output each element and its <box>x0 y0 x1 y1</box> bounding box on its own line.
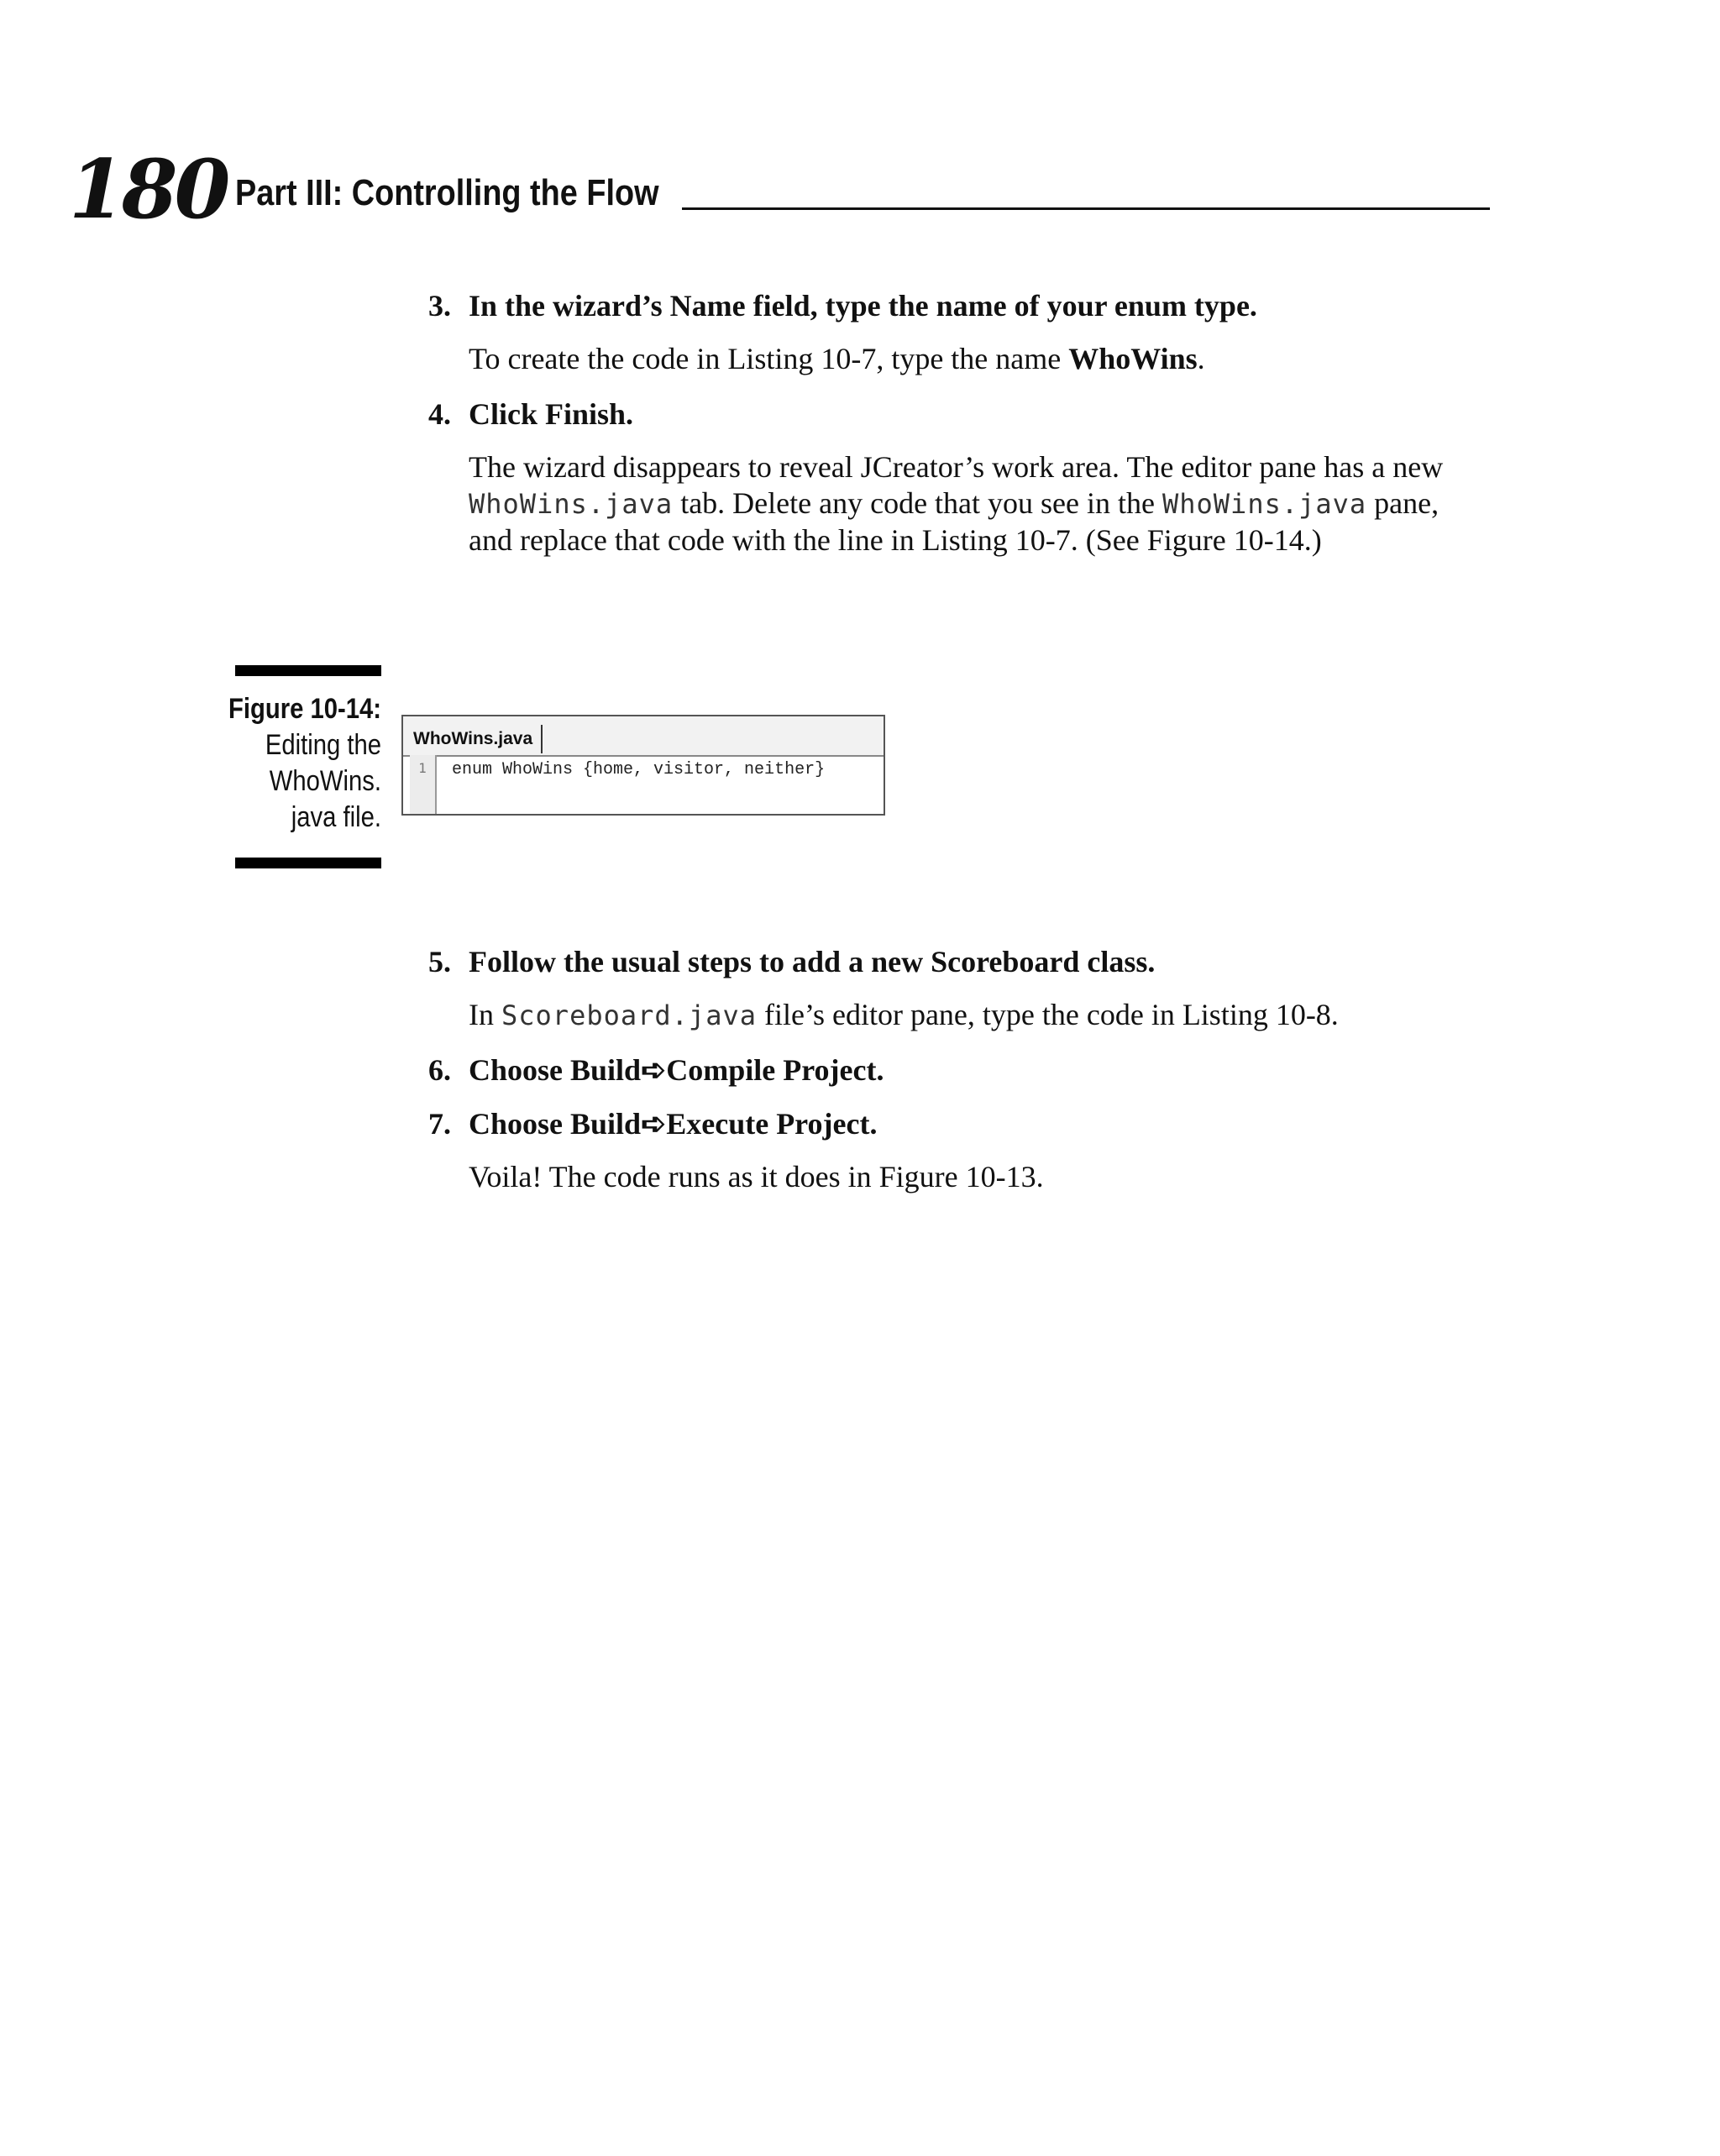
step-number: 5. <box>428 945 451 978</box>
running-head: Part III: Controlling the Flow <box>235 172 659 213</box>
step-instruction: Choose Build➪Compile Project. <box>469 1053 884 1087</box>
caption-line: Editing the <box>265 729 381 761</box>
step-instruction: Choose Build➪Execute Project. <box>469 1107 878 1141</box>
caption-top-bar <box>235 665 381 676</box>
step-5-paragraph <box>469 997 1485 1034</box>
step-instruction: Click Finish. <box>469 397 634 431</box>
page-number: 180 <box>69 142 228 237</box>
bold-term: WhoWins <box>1068 342 1198 375</box>
figure-caption <box>198 691 381 836</box>
text-run: To create the code in Listing 10-7, type the name <box>469 342 1069 375</box>
step-4-paragraph <box>469 449 1485 559</box>
figure-label: Figure 10-14: <box>228 693 381 725</box>
caption-line: WhoWins. <box>269 765 381 797</box>
caption-bottom-bar <box>235 858 381 868</box>
page-header <box>69 142 1497 237</box>
text-run: In <box>469 998 501 1031</box>
text-run: tab. Delete any code that you see in the <box>673 486 1162 520</box>
step-number: 7. <box>428 1107 451 1141</box>
text-run: The wizard disappears to reveal JCreator’s work area. The editor pane has a new <box>469 450 1444 484</box>
header-rule <box>682 207 1490 210</box>
line-number-gutter <box>410 755 437 814</box>
step-7-paragraph: Voila! The code runs as it does in Figure 10-13. <box>469 1160 1044 1193</box>
editor-screenshot <box>401 715 885 816</box>
code-term: WhoWins.java <box>1162 488 1367 520</box>
step-number: 3. <box>428 289 451 323</box>
code-term: Scoreboard.java <box>501 999 757 1031</box>
code-line: enum WhoWins {home, visitor, neither} <box>452 760 826 779</box>
text-run: pane, and replace that code with the line in Listing 10-7. (See Figure 10-14.) <box>469 486 1439 557</box>
line-number: 1 <box>418 760 427 776</box>
step-3-paragraph <box>469 341 1485 377</box>
editor-tab-bar <box>403 716 884 757</box>
step-instruction: In the wizard’s Name field, type the name of your enum type. <box>469 289 1257 323</box>
text-run: . <box>1197 342 1205 375</box>
editor-tab[interactable]: WhoWins.java <box>413 725 543 753</box>
step-number: 6. <box>428 1053 451 1087</box>
text-run: file’s editor pane, type the code in Listing 10-8. <box>756 998 1339 1031</box>
step-number: 4. <box>428 397 451 431</box>
code-term: WhoWins.java <box>469 488 674 520</box>
caption-line: java file. <box>291 801 381 833</box>
step-instruction: Follow the usual steps to add a new Scoreboard class. <box>469 945 1156 978</box>
